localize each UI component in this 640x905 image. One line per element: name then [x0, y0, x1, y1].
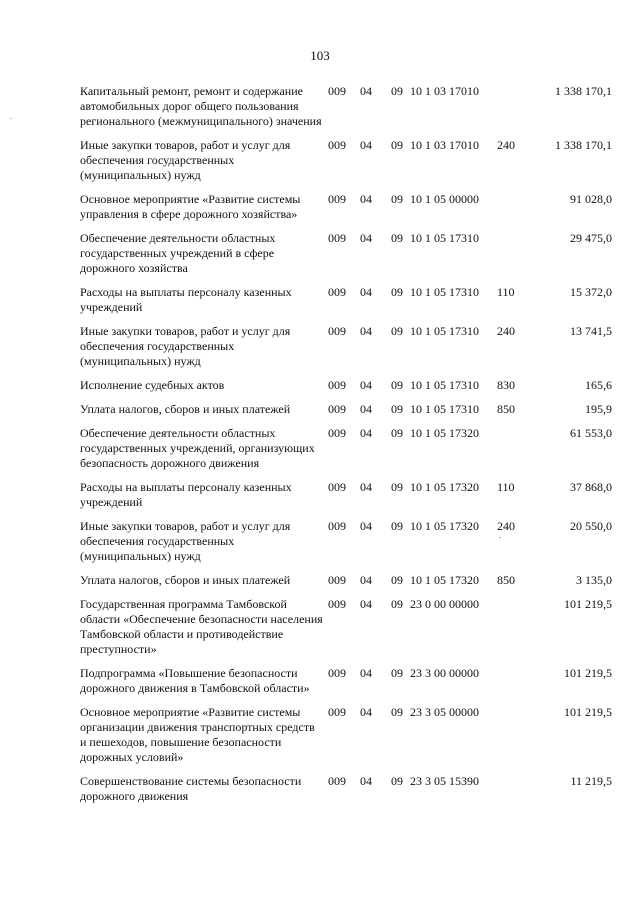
ministry-code: 009 [328, 426, 346, 440]
ministry-code: 009 [328, 138, 346, 152]
amount: 13 741,5 [570, 324, 612, 338]
section-code: 04 [360, 324, 372, 338]
ministry-code: 009 [328, 774, 346, 788]
target-article-code: 10 1 05 17310 [410, 402, 479, 416]
table-row [80, 597, 620, 657]
amount: 101 219,5 [564, 705, 612, 719]
ministry-code: 009 [328, 402, 346, 416]
expense-type-code: 830 [497, 378, 515, 392]
amount: 11 219,5 [570, 774, 612, 788]
amount: 20 550,0 [570, 519, 612, 533]
scan-speck [499, 537, 501, 538]
expense-type-code: 240 [497, 138, 515, 152]
subsection-code: 09 [391, 231, 403, 245]
subsection-code: 09 [391, 378, 403, 392]
amount: 1 338 170,1 [555, 138, 612, 152]
amount: 91 028,0 [570, 192, 612, 206]
row-name: Государственная программа Тамбовской области «Обеспечение безопасности населения Тамбовской области и противодействие преступности» [80, 597, 323, 656]
amount: 61 553,0 [570, 426, 612, 440]
subsection-code: 09 [391, 84, 403, 98]
target-article-code: 23 0 00 00000 [410, 597, 479, 611]
subsection-code: 09 [391, 192, 403, 206]
row-name: Подпрограмма «Повышение безопасности дорожного движения в Тамбовской области» [80, 666, 310, 695]
table-row [80, 774, 620, 804]
subsection-code: 09 [391, 402, 403, 416]
row-name: Основное мероприятие «Развитие системы управления в сфере дорожного хозяйства» [80, 192, 301, 221]
section-code: 04 [360, 705, 372, 719]
subsection-code: 09 [391, 597, 403, 611]
section-code: 04 [360, 519, 372, 533]
amount: 101 219,5 [564, 597, 612, 611]
section-code: 04 [360, 666, 372, 680]
scan-speck [10, 118, 12, 119]
row-name: Капитальный ремонт, ремонт и содержание автомобильных дорог общего пользования регионального (межмуниципального) значения [80, 84, 322, 128]
subsection-code: 09 [391, 774, 403, 788]
section-code: 04 [360, 231, 372, 245]
row-name: Обеспечение деятельности областных государственных учреждений в сфере дорожного хозяйства [80, 231, 276, 275]
subsection-code: 09 [391, 480, 403, 494]
subsection-code: 09 [391, 426, 403, 440]
table-row [80, 705, 620, 765]
table-row [80, 402, 620, 417]
section-code: 04 [360, 597, 372, 611]
expense-type-code: 850 [497, 402, 515, 416]
ministry-code: 009 [328, 231, 346, 245]
amount: 101 219,5 [564, 666, 612, 680]
table-row [80, 519, 620, 564]
target-article-code: 23 3 05 00000 [410, 705, 479, 719]
subsection-code: 09 [391, 285, 403, 299]
row-name: Иные закупки товаров, работ и услуг для обеспечения государственных (муниципальных) нужд [80, 519, 291, 563]
table-row [80, 231, 620, 276]
subsection-code: 09 [391, 705, 403, 719]
row-name: Обеспечение деятельности областных государственных учреждений, организующих безопасность дорожного движения [80, 426, 315, 470]
ministry-code: 009 [328, 573, 346, 587]
row-name: Уплата налогов, сборов и иных платежей [80, 573, 291, 587]
row-name: Исполнение судебных актов [80, 378, 225, 392]
subsection-code: 09 [391, 666, 403, 680]
table-row [80, 285, 620, 315]
section-code: 04 [360, 138, 372, 152]
table-row [80, 426, 620, 471]
amount: 165,6 [585, 378, 612, 392]
expense-type-code: 110 [497, 480, 515, 494]
budget-table [80, 84, 620, 813]
subsection-code: 09 [391, 138, 403, 152]
target-article-code: 10 1 05 17310 [410, 324, 479, 338]
target-article-code: 10 1 03 17010 [410, 84, 479, 98]
target-article-code: 10 1 05 17320 [410, 480, 479, 494]
target-article-code: 10 1 05 17310 [410, 285, 479, 299]
ministry-code: 009 [328, 324, 346, 338]
section-code: 04 [360, 426, 372, 440]
table-row [80, 573, 620, 588]
target-article-code: 10 1 03 17010 [410, 138, 479, 152]
section-code: 04 [360, 402, 372, 416]
amount: 195,9 [585, 402, 612, 416]
target-article-code: 23 3 00 00000 [410, 666, 479, 680]
ministry-code: 009 [328, 519, 346, 533]
section-code: 04 [360, 285, 372, 299]
ministry-code: 009 [328, 84, 346, 98]
target-article-code: 10 1 05 17320 [410, 426, 479, 440]
ministry-code: 009 [328, 666, 346, 680]
page-number: 103 [310, 48, 330, 63]
section-code: 04 [360, 378, 372, 392]
expense-type-code: 850 [497, 573, 515, 587]
subsection-code: 09 [391, 324, 403, 338]
target-article-code: 10 1 05 00000 [410, 192, 479, 206]
table-row [80, 138, 620, 183]
row-name: Основное мероприятие «Развитие системы организации движения транспортных средств и пешеходов, повышение безопасности дорожных условий» [80, 705, 315, 764]
target-article-code: 10 1 05 17310 [410, 231, 479, 245]
ministry-code: 009 [328, 597, 346, 611]
amount: 1 338 170,1 [555, 84, 612, 98]
expense-type-code: 240 [497, 519, 515, 533]
subsection-code: 09 [391, 573, 403, 587]
table-row [80, 324, 620, 369]
table-row [80, 192, 620, 222]
ministry-code: 009 [328, 480, 346, 494]
section-code: 04 [360, 774, 372, 788]
table-row [80, 378, 620, 393]
table-row [80, 84, 620, 129]
table-row [80, 480, 620, 510]
row-name: Совершенствование системы безопасности дорожного движения [80, 774, 302, 803]
row-name: Иные закупки товаров, работ и услуг для обеспечения государственных (муниципальных) нужд [80, 138, 291, 182]
target-article-code: 10 1 05 17320 [410, 519, 479, 533]
ministry-code: 009 [328, 378, 346, 392]
expense-type-code: 240 [497, 324, 515, 338]
amount: 37 868,0 [570, 480, 612, 494]
target-article-code: 23 3 05 15390 [410, 774, 479, 788]
row-name: Иные закупки товаров, работ и услуг для обеспечения государственных (муниципальных) нужд [80, 324, 291, 368]
amount: 29 475,0 [570, 231, 612, 245]
target-article-code: 10 1 05 17310 [410, 378, 479, 392]
row-name: Расходы на выплаты персоналу казенных учреждений [80, 285, 292, 314]
section-code: 04 [360, 573, 372, 587]
section-code: 04 [360, 84, 372, 98]
section-code: 04 [360, 480, 372, 494]
ministry-code: 009 [328, 192, 346, 206]
amount: 3 135,0 [576, 573, 612, 587]
row-name: Расходы на выплаты персоналу казенных учреждений [80, 480, 292, 509]
ministry-code: 009 [328, 285, 346, 299]
expense-type-code: 110 [497, 285, 515, 299]
ministry-code: 009 [328, 705, 346, 719]
target-article-code: 10 1 05 17320 [410, 573, 479, 587]
subsection-code: 09 [391, 519, 403, 533]
amount: 15 372,0 [570, 285, 612, 299]
section-code: 04 [360, 192, 372, 206]
row-name: Уплата налогов, сборов и иных платежей [80, 402, 291, 416]
table-row [80, 666, 620, 696]
